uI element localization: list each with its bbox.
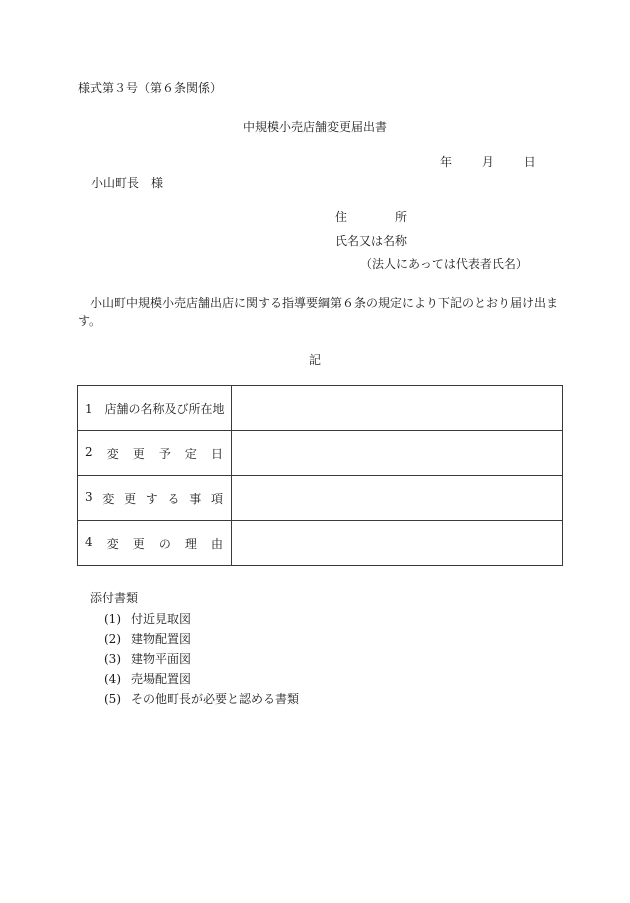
attachment-number: (2) — [104, 632, 121, 646]
row-number: 4 — [85, 534, 93, 549]
attachment-item — [104, 671, 191, 687]
row-label — [78, 521, 232, 566]
attachment-number: (4) — [104, 672, 121, 686]
representative-note: （法人にあっては代表者氏名） — [360, 257, 528, 271]
attachment-number: (1) — [104, 612, 121, 626]
table-row — [78, 431, 563, 476]
table-row — [78, 476, 563, 521]
row-label-char: 由 — [210, 536, 223, 551]
row-label-char: す — [145, 491, 158, 506]
attachment-item — [104, 631, 191, 647]
table-row — [78, 386, 563, 431]
row-label-char: 変 — [106, 446, 119, 461]
attachment-text: 付近見取図 — [131, 612, 192, 626]
attachment-text: その他町長が必要と認める書類 — [131, 692, 300, 706]
body-paragraph: 小山町中規模小売店舗出店に関する指導要綱第６条の規定により下記のとおり届け出ます。 — [78, 296, 559, 328]
row-label-char: 項 — [210, 491, 223, 506]
address-label — [335, 209, 407, 225]
row-label-char: 定 — [184, 446, 197, 461]
table-row — [78, 521, 563, 566]
row-label-char: 変 — [106, 536, 119, 551]
attachment-text: 建物平面図 — [131, 652, 192, 666]
date-month: 月 — [481, 155, 494, 169]
attachment-number: (5) — [104, 692, 121, 706]
row-value-field[interactable] — [232, 476, 563, 521]
row-label-char: 日 — [210, 446, 223, 461]
date-year: 年 — [440, 155, 453, 169]
row-label-char: 更 — [132, 446, 145, 461]
address-label-2: 所 — [395, 210, 408, 224]
attachment-text: 建物配置図 — [131, 632, 192, 646]
attachment-item — [104, 691, 299, 707]
attachment-number: (3) — [104, 652, 121, 666]
date-line — [440, 154, 536, 170]
form-number: 様式第３号（第６条関係） — [78, 81, 223, 95]
attachment-item — [104, 651, 191, 667]
row-label-char: の — [158, 536, 171, 551]
row-value-field[interactable] — [232, 386, 563, 431]
row-label-char: 更 — [132, 536, 145, 551]
row-label-char: 理 — [184, 536, 197, 551]
row-value-field[interactable] — [232, 521, 563, 566]
date-day: 日 — [523, 155, 536, 169]
address-label-1: 住 — [335, 210, 348, 224]
ki-heading: 記 — [308, 353, 321, 367]
row-label-char: 変 — [102, 491, 115, 506]
row-label — [78, 476, 232, 521]
row-number: 2 — [85, 444, 93, 459]
row-label-text: 店舗の名称及び所在地 — [104, 401, 225, 416]
row-label-char: る — [167, 491, 180, 506]
attachments-title: 添付書類 — [90, 591, 139, 605]
row-value-field[interactable] — [232, 431, 563, 476]
addressee: 小山町長 様 — [91, 176, 164, 190]
row-number: 3 — [85, 489, 93, 504]
row-number: 1 — [85, 401, 93, 416]
row-label — [78, 431, 232, 476]
row-label-char: 予 — [158, 446, 171, 461]
attachment-text: 売場配置図 — [131, 672, 192, 686]
row-label-char: 事 — [189, 491, 202, 506]
items-table — [77, 385, 563, 566]
document-title: 中規模小売店舗変更届出書 — [242, 120, 387, 134]
row-label-char: 更 — [124, 491, 137, 506]
row-label — [78, 386, 232, 431]
name-label: 氏名又は名称 — [335, 234, 408, 248]
attachment-item — [104, 611, 191, 627]
